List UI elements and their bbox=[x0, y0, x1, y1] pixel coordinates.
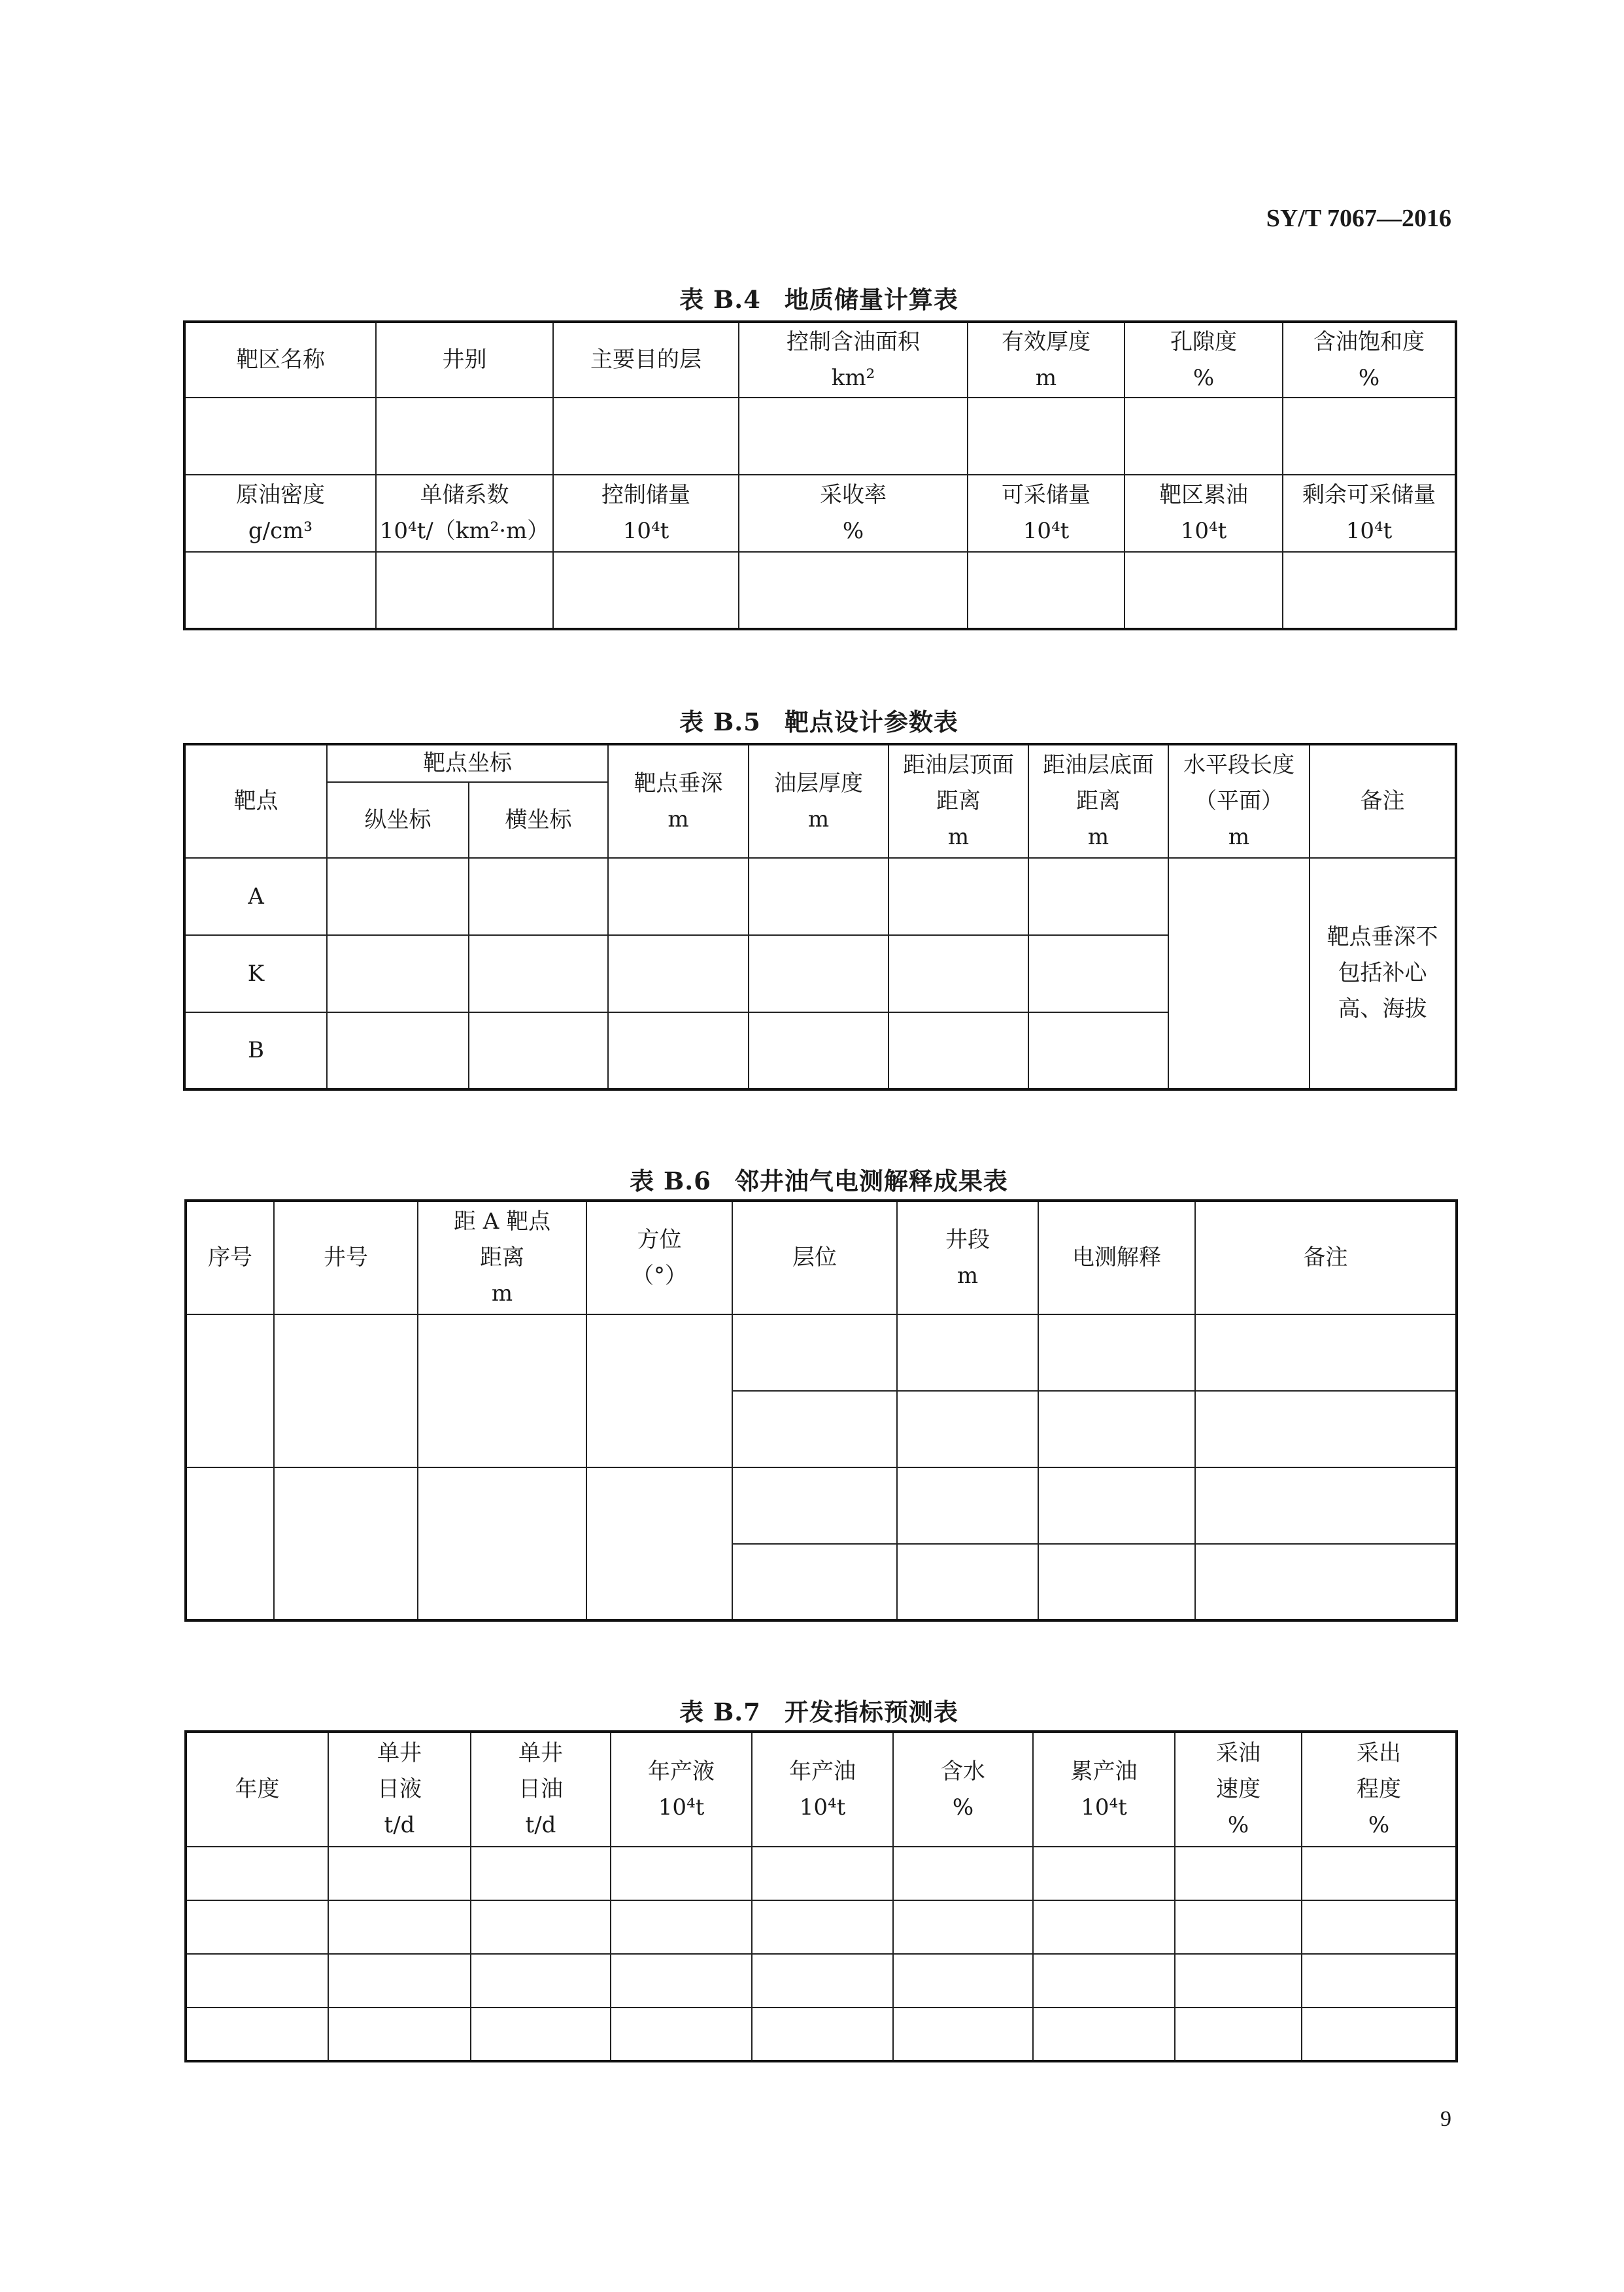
table-b6-header-azimuth: 方位 （°） bbox=[586, 1201, 732, 1314]
table-b5-horizontal-merged bbox=[1168, 858, 1310, 1089]
table-b5-number: 表 B.5 bbox=[679, 708, 761, 736]
table-b5-remark-text: 靶点垂深不 包括补心 高、海拔 bbox=[1310, 858, 1456, 1089]
table-b5-header-coord-x: 横坐标 bbox=[469, 782, 608, 858]
table-b7-header-oil-rate: 采油 速度 % bbox=[1175, 1732, 1302, 1847]
table-b7-title: 开发指标预测表 bbox=[784, 1698, 958, 1726]
table-b4-header-cell: 剩余可采储量 10⁴t bbox=[1283, 475, 1456, 552]
table-b5-header-coord-y: 纵坐标 bbox=[327, 782, 469, 858]
table-b5-title: 靶点设计参数表 bbox=[784, 708, 958, 736]
table-b4-title: 地质储量计算表 bbox=[784, 285, 958, 314]
table-b4-header-cell: 靶区名称 bbox=[184, 322, 376, 398]
table-b7-header-daily-liquid: 单井 日液 t/d bbox=[328, 1732, 471, 1847]
table-b4 bbox=[183, 320, 1457, 630]
standard-code: SY/T 7067—2016 bbox=[1266, 205, 1451, 232]
table-b4-header-cell: 可采储量 10⁴t bbox=[968, 475, 1125, 552]
table-b6-data-row bbox=[186, 1467, 1457, 1544]
table-b6-header-layer: 层位 bbox=[732, 1201, 897, 1314]
table-b6-data-row bbox=[186, 1314, 1457, 1391]
table-b5-target-label: K bbox=[184, 935, 327, 1012]
table-b7-data-row bbox=[186, 1847, 1457, 1900]
table-b6 bbox=[184, 1199, 1458, 1622]
table-b4-header-cell: 控制含油面积 km² bbox=[739, 322, 968, 398]
table-b6-header-remark: 备注 bbox=[1195, 1201, 1457, 1314]
table-b7-header-row bbox=[186, 1732, 1457, 1847]
table-b6-header-interval: 井段 m bbox=[897, 1201, 1038, 1314]
table-b5-header-thickness: 油层厚度 m bbox=[749, 744, 888, 858]
table-b7-header-water-cut: 含水 % bbox=[893, 1732, 1033, 1847]
table-b7-caption bbox=[183, 1692, 1455, 1728]
table-b7-header-daily-oil: 单井 日油 t/d bbox=[471, 1732, 611, 1847]
table-b5-header-dist-top: 距油层顶面 距离 m bbox=[888, 744, 1028, 858]
table-b4-header-cell: 主要目的层 bbox=[553, 322, 739, 398]
table-b5-header-vertical-depth: 靶点垂深 m bbox=[608, 744, 749, 858]
table-b5-header-dist-bottom: 距油层底面 距离 m bbox=[1028, 744, 1168, 858]
table-b5-target-label: A bbox=[184, 858, 327, 935]
table-b7-header-annual-oil: 年产油 10⁴t bbox=[752, 1732, 893, 1847]
table-b4-caption bbox=[183, 280, 1455, 315]
table-b7-header-recovery: 采出 程度 % bbox=[1302, 1732, 1457, 1847]
table-b4-data-row bbox=[184, 552, 1456, 629]
table-b7-header-cumulative-oil: 累产油 10⁴t bbox=[1033, 1732, 1175, 1847]
table-b4-header-cell: 孔隙度 % bbox=[1125, 322, 1283, 398]
table-b7-data-row bbox=[186, 1900, 1457, 1954]
table-b6-header-seq: 序号 bbox=[186, 1201, 274, 1314]
table-b5 bbox=[183, 743, 1457, 1091]
table-b4-header-cell: 采收率 % bbox=[739, 475, 968, 552]
table-b4-header-row-2 bbox=[184, 475, 1456, 552]
table-b5-header-remark: 备注 bbox=[1310, 744, 1456, 858]
table-b7-data-row bbox=[186, 1954, 1457, 2008]
table-b5-target-label: B bbox=[184, 1012, 327, 1089]
table-b6-caption bbox=[183, 1161, 1455, 1197]
table-b5-row-a bbox=[184, 858, 1456, 935]
table-b4-header-cell: 控制储量 10⁴t bbox=[553, 475, 739, 552]
table-b6-header-distance: 距 A 靶点 距离 m bbox=[418, 1201, 586, 1314]
table-b6-header-row bbox=[186, 1201, 1457, 1314]
table-b5-header-coord-group: 靶点坐标 bbox=[327, 744, 608, 782]
table-b5-header-target: 靶点 bbox=[184, 744, 327, 858]
table-b7-data-row bbox=[186, 2008, 1457, 2061]
table-b7-header-annual-liquid: 年产液 10⁴t bbox=[611, 1732, 752, 1847]
table-b4-number: 表 B.4 bbox=[679, 285, 761, 314]
table-b4-header-cell: 原油密度 g/cm³ bbox=[184, 475, 376, 552]
table-b5-header-horizontal: 水平段长度 （平面） m bbox=[1168, 744, 1310, 858]
table-b4-header-row-1 bbox=[184, 322, 1456, 398]
table-b6-header-interpretation: 电测解释 bbox=[1038, 1201, 1195, 1314]
table-b4-header-cell: 含油饱和度 % bbox=[1283, 322, 1456, 398]
table-b4-data-row bbox=[184, 398, 1456, 475]
table-b6-title: 邻井油气电测解释成果表 bbox=[734, 1167, 1008, 1195]
table-b7 bbox=[184, 1730, 1458, 2062]
table-b6-header-well: 井号 bbox=[274, 1201, 418, 1314]
page-number: 9 bbox=[1440, 2107, 1451, 2131]
table-b6-number: 表 B.6 bbox=[630, 1167, 711, 1195]
table-b4-header-cell: 单储系数 10⁴t/（km²·m） bbox=[376, 475, 553, 552]
table-b4-header-cell: 靶区累油 10⁴t bbox=[1125, 475, 1283, 552]
table-b4-header-cell: 有效厚度 m bbox=[968, 322, 1125, 398]
table-b5-caption bbox=[183, 702, 1455, 738]
table-b4-header-cell: 井别 bbox=[376, 322, 553, 398]
table-b7-number: 表 B.7 bbox=[679, 1698, 761, 1726]
table-b5-header-row-1 bbox=[184, 744, 1456, 782]
table-b7-header-year: 年度 bbox=[186, 1732, 328, 1847]
